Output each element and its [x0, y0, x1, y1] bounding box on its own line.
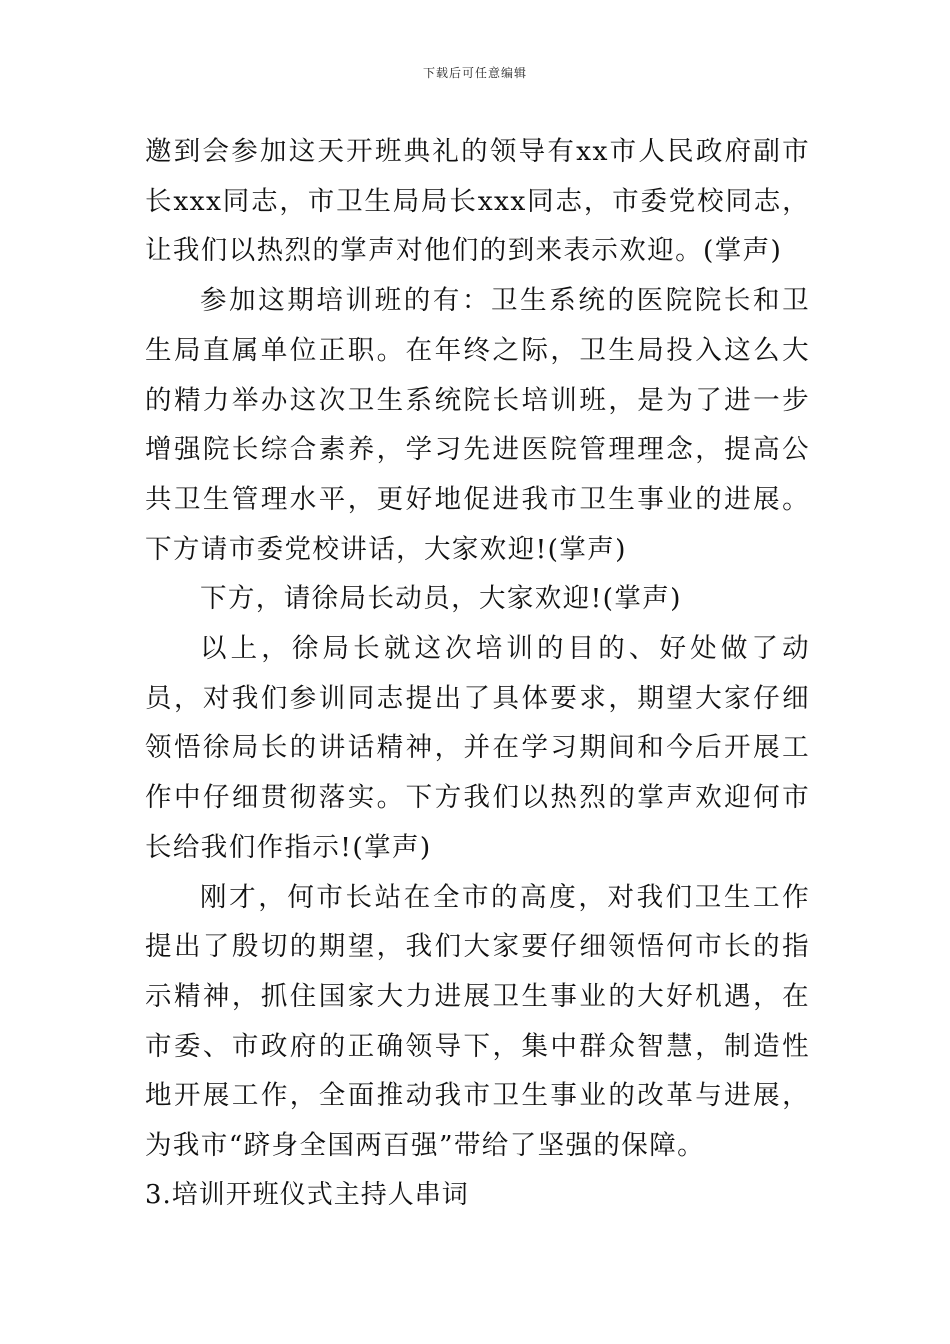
paragraph-1: 邀到会参加这天开班典礼的领导有xx市人民政府副市长xxx同志，市卫生局局长xxx同志，市委党校同志，让我们以热烈的掌声对他们的到来表示欢迎。(掌声) [145, 136, 810, 267]
paragraph-2: 参加这期培训班的有：卫生系统的医院院长和卫生局直属单位正职。在年终之际，卫生局投入这么大的精力举办这次卫生系统院长培训班，是为了进一步增强院长综合素养，学习先进医院管理理念，提高公共卫生管理水平，更好地促进我市卫生事业的进展。下方请市委党校讲话，大家欢迎!(掌声) [145, 285, 810, 565]
paragraph-4: 以上，徐局长就这次培训的目的、好处做了动员，对我们参训同志提出了具体要求，期望大家仔细领悟徐局长的讲话精神，并在学习期间和今后开展工作中仔细贯彻落实。下方我们以热烈的掌声欢迎何市长给我们作指示!(掌声) [145, 633, 810, 863]
paragraph-5: 刚才，何市长站在全市的高度，对我们卫生工作提出了殷切的期望，我们大家要仔细领悟何市长的指示精神，抓住国家大力进展卫生事业的大好机遇，在市委、市政府的正确领导下，集中群众智慧，制造性地开展工作，全面推动我市卫生事业的改革与进展，为我市“跻身全国两百强”带给了坚强的保障。 [145, 881, 810, 1162]
page-header-note: 下载后可任意编辑 [422, 66, 527, 80]
section-heading: 3.培训开班仪式主持人串词 [145, 1179, 469, 1210]
paragraph-3: 下方，请徐局长动员，大家欢迎!(掌声) [200, 583, 682, 615]
document-body [145, 127, 810, 1220]
